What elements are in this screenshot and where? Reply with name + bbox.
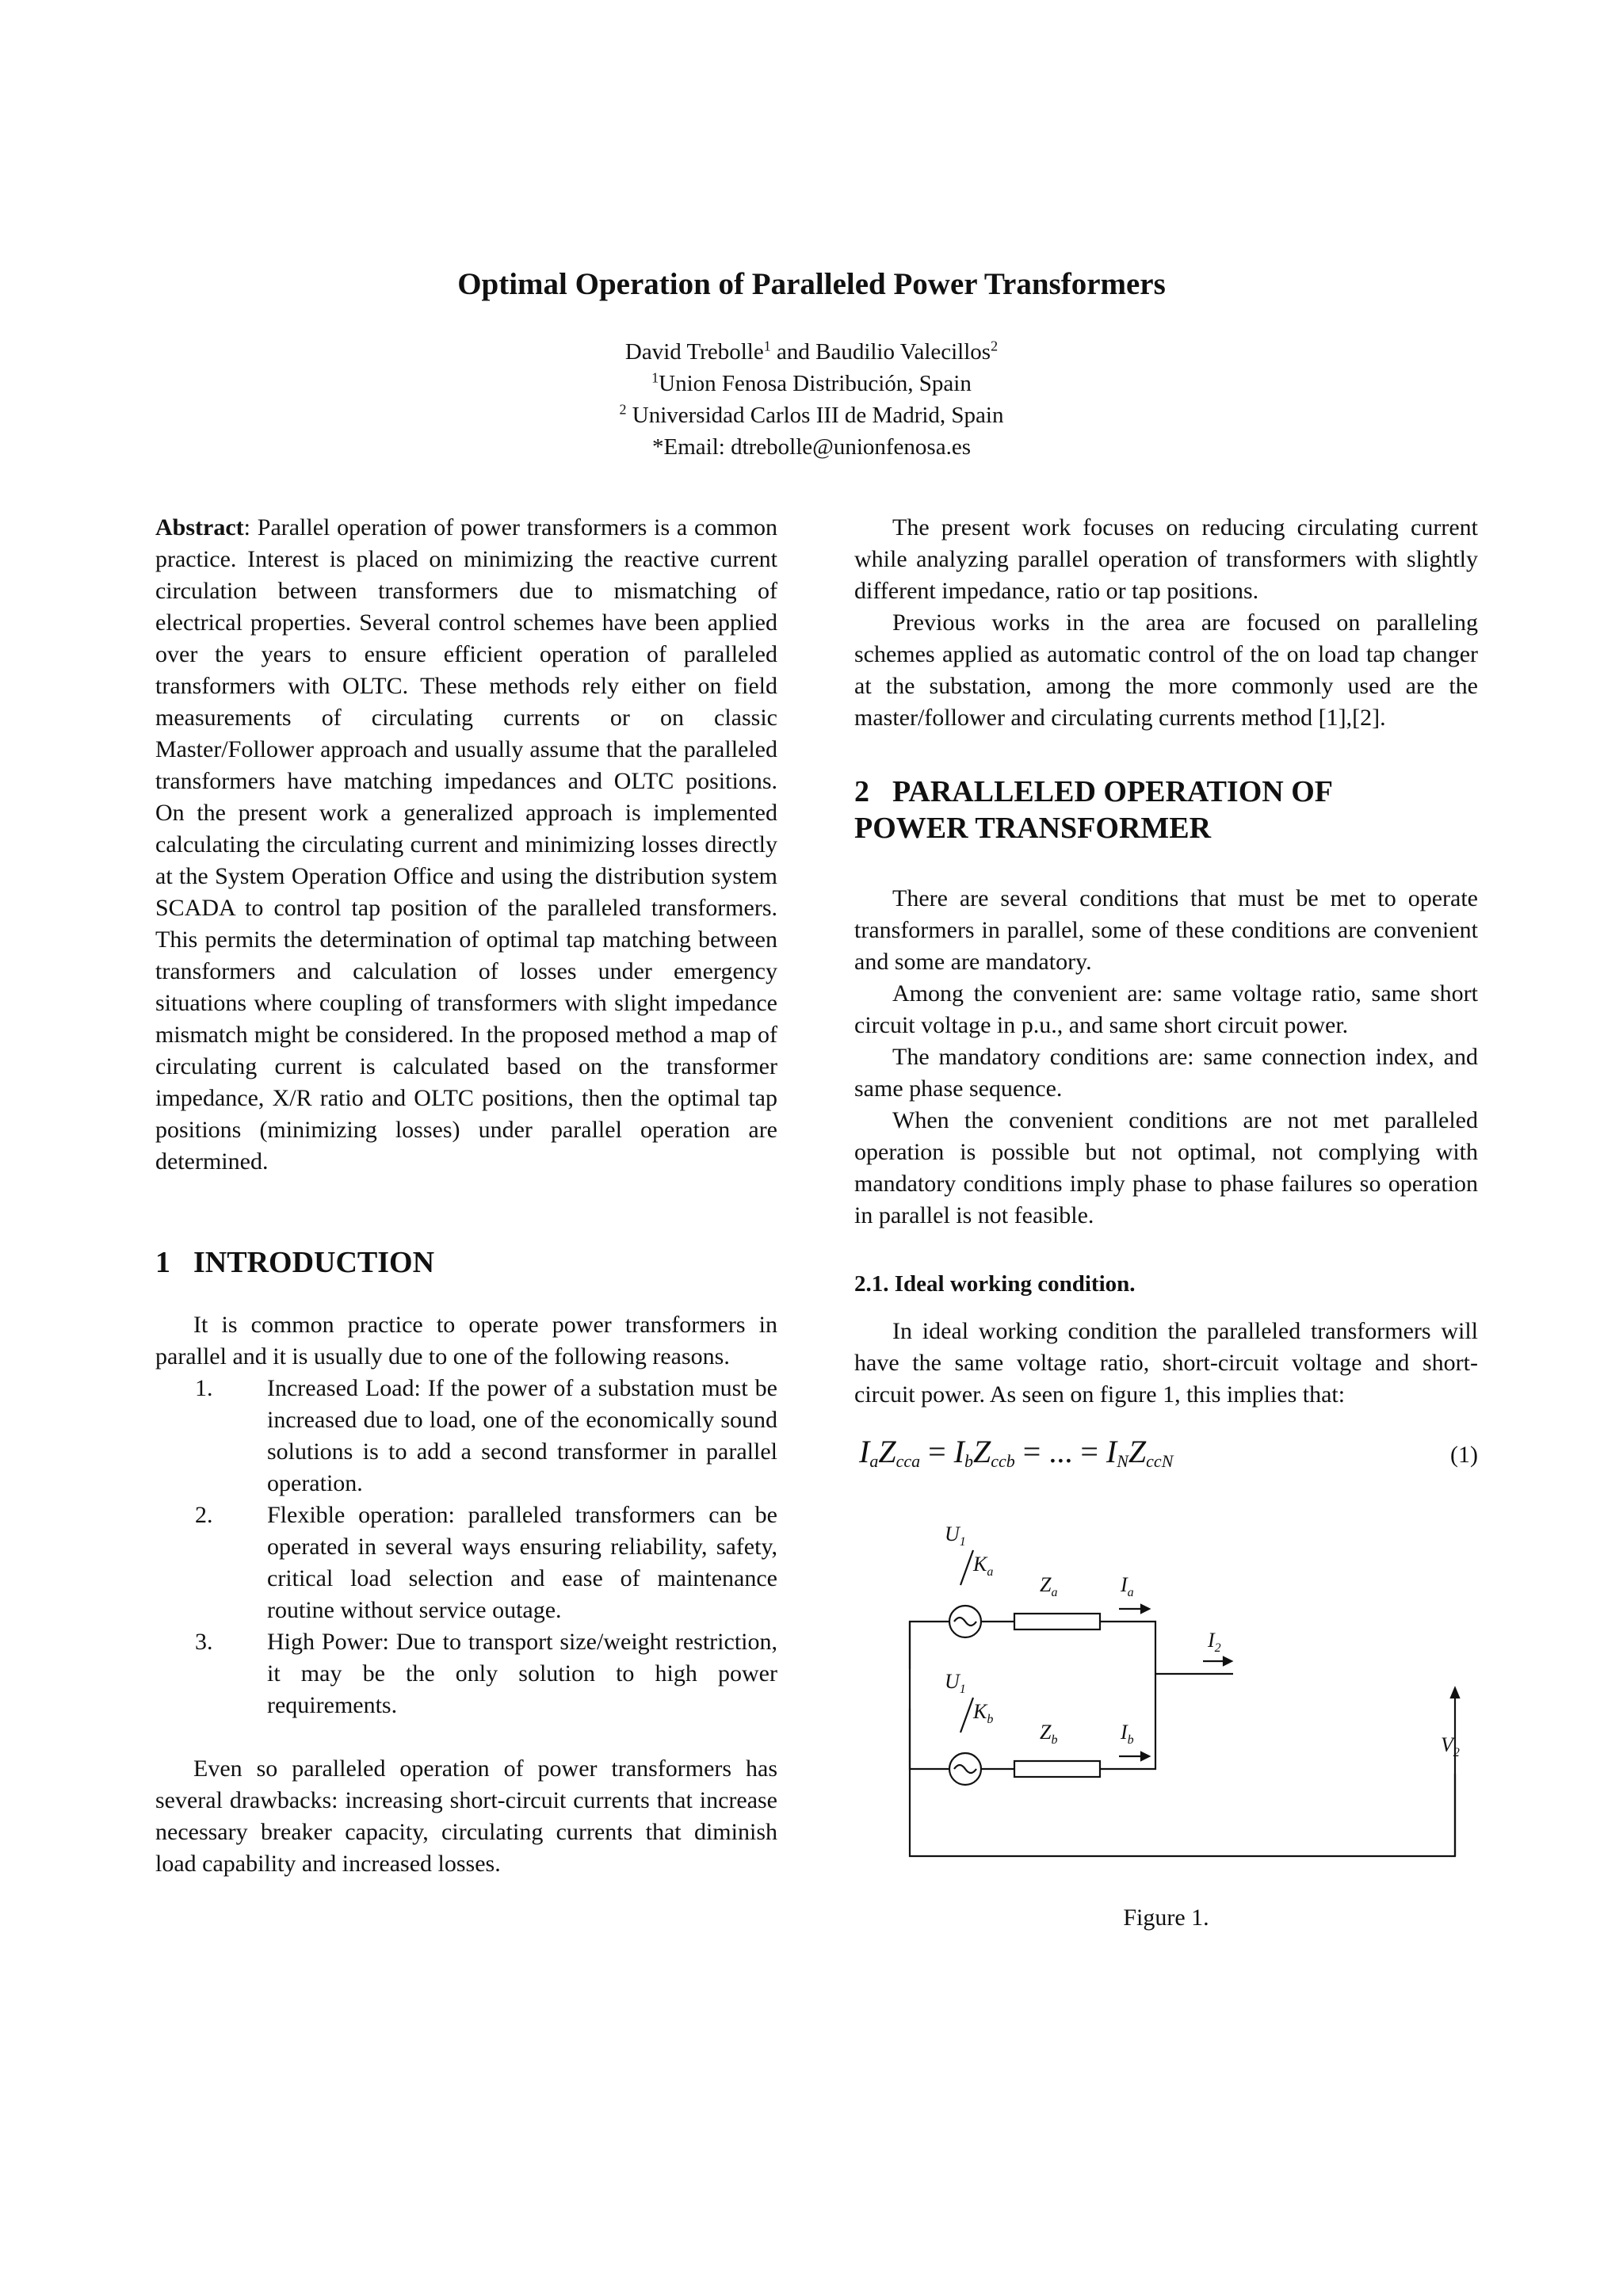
branch-a-wire	[910, 1622, 949, 1669]
not-met-paragraph: When the convenient conditions are not met paralleled operation is possible but not optimal, not complying with mandatory conditions imply phase to phase failures so operation in parallel is not feasible.	[854, 1107, 1478, 1228]
eq-sub: a	[869, 1451, 879, 1471]
affiliation-1-sup: 1	[651, 369, 659, 386]
section-2-title-line-1: PARALLELED OPERATION OF	[892, 775, 1333, 808]
source-b-wave	[954, 1765, 976, 1773]
drawbacks-paragraph: Even so paralleled operation of power transformers has several drawbacks: increasing short-circuit currents that increase necessary breaker capacity, circulating currents that diminish load capability and increased losses.	[155, 1755, 777, 1877]
eq-symbol: I	[1106, 1434, 1117, 1469]
impedance-za	[1014, 1614, 1100, 1629]
label-kb: $K_b$	[973, 1700, 994, 1726]
author-block	[0, 336, 1623, 463]
outer-loop-wire	[910, 1622, 1455, 1856]
list-item	[155, 1626, 777, 1721]
list-marker: 1.	[195, 1375, 213, 1401]
branch-a-right-wire	[1100, 1622, 1155, 1674]
eq-ellipsis: ...	[1048, 1434, 1073, 1469]
circuit-diagram	[854, 1503, 1478, 1899]
label-i2: $I_2$	[1208, 1629, 1221, 1655]
label-u1-b: $U_1$	[945, 1670, 966, 1696]
equation-1	[854, 1431, 1478, 1484]
list-item-text: High Power: Due to transport size/weight restriction, it may be the only solution to high power requirements.	[267, 1629, 777, 1718]
eq-symbol: I	[953, 1434, 964, 1469]
ratio-slash-b	[960, 1698, 973, 1733]
label-za: $Z_a$	[1040, 1573, 1058, 1599]
eq-symbol: Z	[878, 1434, 896, 1469]
left-column	[155, 512, 777, 1880]
author-2: and Baudilio Valecillos	[770, 339, 991, 365]
author-1: David Trebolle	[624, 339, 764, 365]
intro-paragraph: It is common practice to operate power transformers in parallel and it is usually due to one of the following reasons.	[155, 1312, 777, 1370]
affiliation-2	[0, 399, 1623, 431]
arrow-i2-head	[1224, 1657, 1232, 1665]
affiliation-2-sup: 2	[619, 401, 627, 418]
list-item	[155, 1373, 777, 1499]
section-1-number: 1	[155, 1246, 170, 1279]
eq-sub: ccN	[1146, 1451, 1174, 1471]
figure-1	[854, 1503, 1478, 1899]
ratio-slash-a	[960, 1550, 973, 1585]
right-column	[854, 512, 1478, 1934]
list-marker: 3.	[195, 1629, 213, 1655]
section-1-heading	[155, 1244, 777, 1281]
eq-symbol: Z	[1128, 1434, 1147, 1469]
eq-operator: =	[1022, 1434, 1041, 1469]
section-2-number: 2	[854, 775, 869, 808]
conditions-paragraph: There are several conditions that must be met to operate transformers in parallel, some of these conditions are convenient and some are mandatory.	[854, 885, 1478, 975]
arrow-ib-head	[1141, 1752, 1149, 1760]
eq-sub: ccb	[991, 1451, 1015, 1471]
impedance-zb	[1014, 1761, 1100, 1777]
author-1-sup: 1	[763, 338, 771, 354]
paper-title: Optimal Operation of Paralleled Power Transformers	[457, 267, 1166, 301]
author-names	[0, 336, 1623, 368]
reasons-list	[155, 1373, 777, 1721]
source-a-wave	[954, 1618, 976, 1626]
previous-works-paragraph: Previous works in the area are focused on paralleling schemes applied as automatic control of the on load tap changer at the substation, among the more commonly used are the master/follower and circulating currents method [1],[2].	[854, 609, 1478, 731]
eq-sub: cca	[896, 1451, 921, 1471]
section-1-title: INTRODUCTION	[193, 1246, 435, 1279]
label-ka: $K_a$	[973, 1553, 994, 1579]
section-2-1-heading: 2.1. Ideal working condition.	[854, 1271, 1136, 1297]
abstract-text: : Parallel operation of power transformers is a common practice. Interest is placed on minimizing the reactive current circulation between transformers due to mismatching of electrical properties. Several control schemes have been applied over the years to ensure efficient operation of paralleled transformers with OLTC. These methods rely either on field measurements of circulating currents or on classic Master/Follower approach and usually assume that the paralleled transformers have matching impedances and OLTC positions. On the present work a generalized approach is implemented calculating the circulating current and minimizing losses directly at the System Operation Office and using the distribution system SCADA to control tap position of the paralleled transformers. This permits the determination of optimal tap matching between transformers and calculation of losses under emergency situations where coupling of transformers with slight impedance mismatch might be considered. In the proposed method a map of circulating current is calculated based on the transformer impedance, X/R ratio and OLTC positions, then the optimal tap positions (minimizing losses) under parallel operation are determined.	[155, 514, 777, 1175]
abstract-label: Abstract	[155, 514, 244, 541]
arrow-ia-head	[1141, 1605, 1149, 1613]
list-item-text: Increased Load: If the power of a substation must be increased due to load, one of the economically sound solutions is to add a second transformer in parallel operation.	[267, 1375, 777, 1496]
author-email: *Email: dtrebolle@unionfenosa.es	[652, 434, 971, 460]
label-ib: $I_b$	[1121, 1721, 1134, 1747]
affiliation-1-text: Union Fenosa Distribución, Spain	[659, 371, 972, 396]
eq-operator: =	[1080, 1434, 1098, 1469]
equation-expression	[859, 1436, 1173, 1477]
focus-paragraph: The present work focuses on reducing circulating current while analyzing parallel operation of transformers with slightly different impedance, ratio or tap positions.	[854, 514, 1478, 604]
ideal-condition-paragraph: In ideal working condition the paralleled transformers will have the same voltage ratio, short-circuit voltage and short-circuit power. As seen on figure 1, this implies that:	[854, 1318, 1478, 1408]
section-2-heading	[854, 774, 1478, 846]
eq-operator: =	[928, 1434, 946, 1469]
eq-symbol: I	[859, 1434, 870, 1469]
affiliation-2-text: Universidad Carlos III de Madrid, Spain	[626, 403, 1004, 428]
list-marker: 2.	[195, 1502, 213, 1528]
eq-symbol: Z	[973, 1434, 991, 1469]
list-item	[155, 1499, 777, 1626]
convenient-paragraph: Among the convenient are: same voltage ratio, same short circuit voltage in p.u., and same short circuit power.	[854, 980, 1478, 1038]
label-ia: $I_a$	[1121, 1573, 1134, 1599]
label-u1-a: $U_1$	[945, 1522, 966, 1549]
eq-sub: b	[964, 1451, 973, 1471]
label-zb: $Z_b$	[1040, 1721, 1058, 1747]
eq-sub: N	[1117, 1451, 1128, 1471]
abstract	[155, 512, 777, 1178]
list-item-text: Flexible operation: paralleled transformers can be operated in several ways ensuring reliability, safety, critical load selection and ease of maintenance routine without service outage.	[267, 1502, 777, 1623]
arrow-v2-head	[1451, 1688, 1459, 1698]
branch-b-wire	[910, 1709, 949, 1769]
author-2-sup: 2	[991, 338, 999, 354]
mandatory-paragraph: The mandatory conditions are: same connection index, and same phase sequence.	[854, 1044, 1478, 1102]
label-v2: $V_2$	[1441, 1733, 1460, 1759]
figure-1-caption: Figure 1.	[1123, 1904, 1209, 1931]
section-2-title-line-2: POWER TRANSFORMER	[854, 812, 1212, 845]
equation-number: (1)	[1450, 1442, 1478, 1468]
affiliation-1	[0, 368, 1623, 399]
